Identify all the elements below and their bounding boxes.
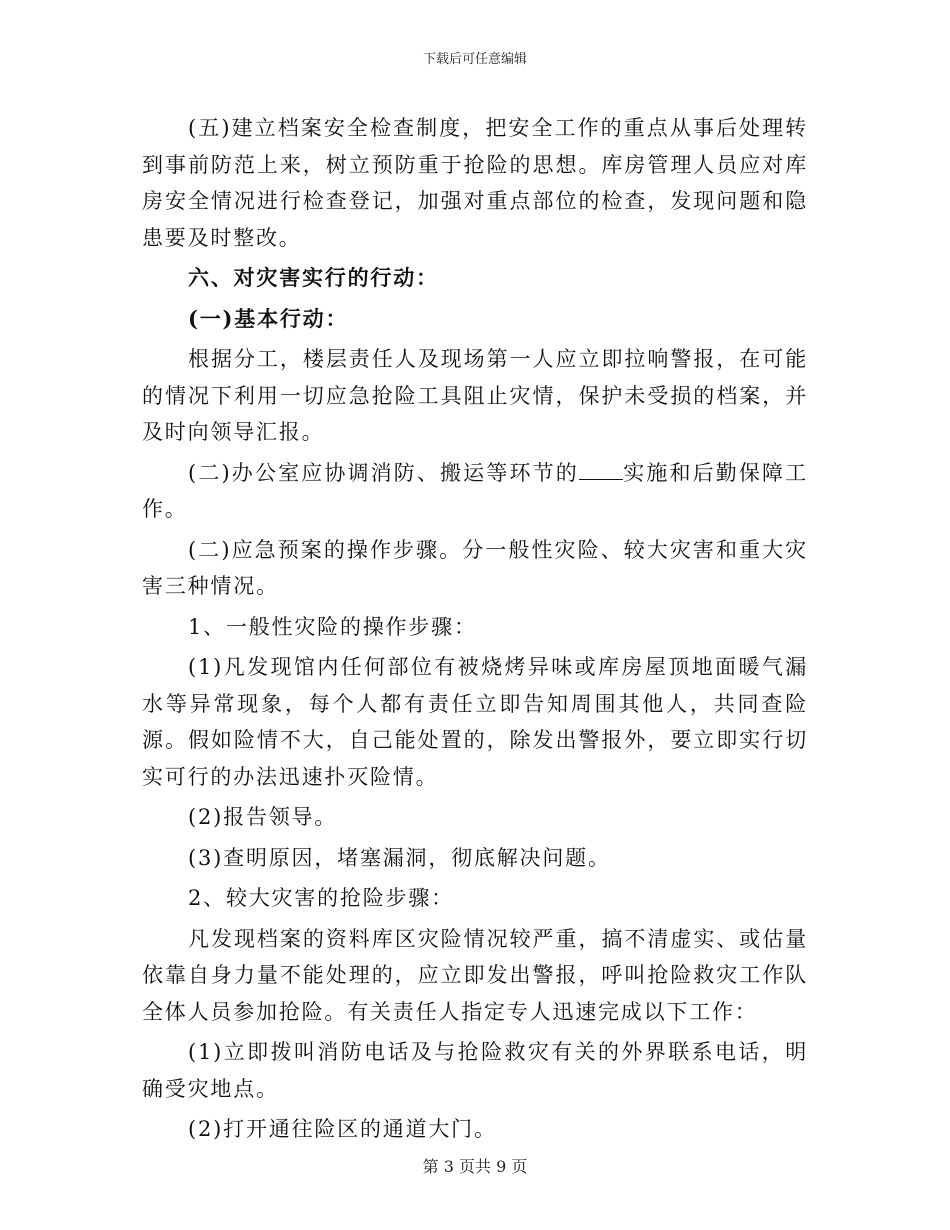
paragraph: (2)报告领导。 xyxy=(188,805,338,829)
paragraph: (2)打开通往险区的通道大门。 xyxy=(188,1117,497,1141)
paragraph: 凡发现档案的资料库区灾险情况较严重，搞不清虚实、或估量依靠自身力量不能处理的，应立即发出警报，呼叫抢险救灾工作队全体人员参加抢险。有关责任人指定专人迅速完成以下工作： xyxy=(142,926,808,1024)
page-footer: 第 3 页共 9 页 xyxy=(422,1157,528,1176)
fill-in-blank xyxy=(579,461,623,480)
paragraph: (五)建立档案安全检查制度，把安全工作的重点从事后处理转到事前防范上来，树立预防重于抢险的思想。库房管理人员应对库房安全情况进行检查登记，加强对重点部位的检查，发现问题和隐患要及时整改。 xyxy=(142,116,808,250)
subsection-heading: (一)基本行动： xyxy=(188,305,349,331)
paragraph: (3)查明原因，堵塞漏洞，彻底解决问题。 xyxy=(188,845,611,870)
section-heading: 六、对灾害实行的行动： xyxy=(188,265,439,290)
paragraph-with-blank xyxy=(142,455,808,528)
subsection-heading: 1、一般性灾险的操作步骤： xyxy=(188,614,477,639)
paragraph-part: (二)办公室应协调消防、搬运等环节的 xyxy=(188,460,579,485)
paragraph-part: 实施和后勤保障工作。 xyxy=(142,460,808,521)
subsection-heading: 2、较大灾害的抢险步骤： xyxy=(188,886,454,910)
paragraph: (1)立即拨叫消防电话及与抢险救灾有关的外界联系电话，明确受灾地点。 xyxy=(142,1040,808,1101)
paragraph: 根据分工，楼层责任人及现场第一人应立即拉响警报，在可能的情况下利用一切应急抢险工具阻止灾情，保护未受损的档案，并及时向领导汇报。 xyxy=(142,347,808,444)
page-header: 下载后可任意编辑 xyxy=(422,52,527,67)
paragraph: (二)应急预案的操作步骤。分一般性灾险、较大灾害和重大灾害三种情况。 xyxy=(142,537,808,598)
paragraph: (1)凡发现馆内任何部位有被烧烤异味或库房屋顶地面暖气漏水等异常现象，每个人都有责任立即告知周围其他人，共同查险源。假如险情不大，自己能处置的，除发出警报外，要立即实行切实可行的办法迅速扑灭险情。 xyxy=(142,655,808,789)
document-body xyxy=(142,110,808,1152)
